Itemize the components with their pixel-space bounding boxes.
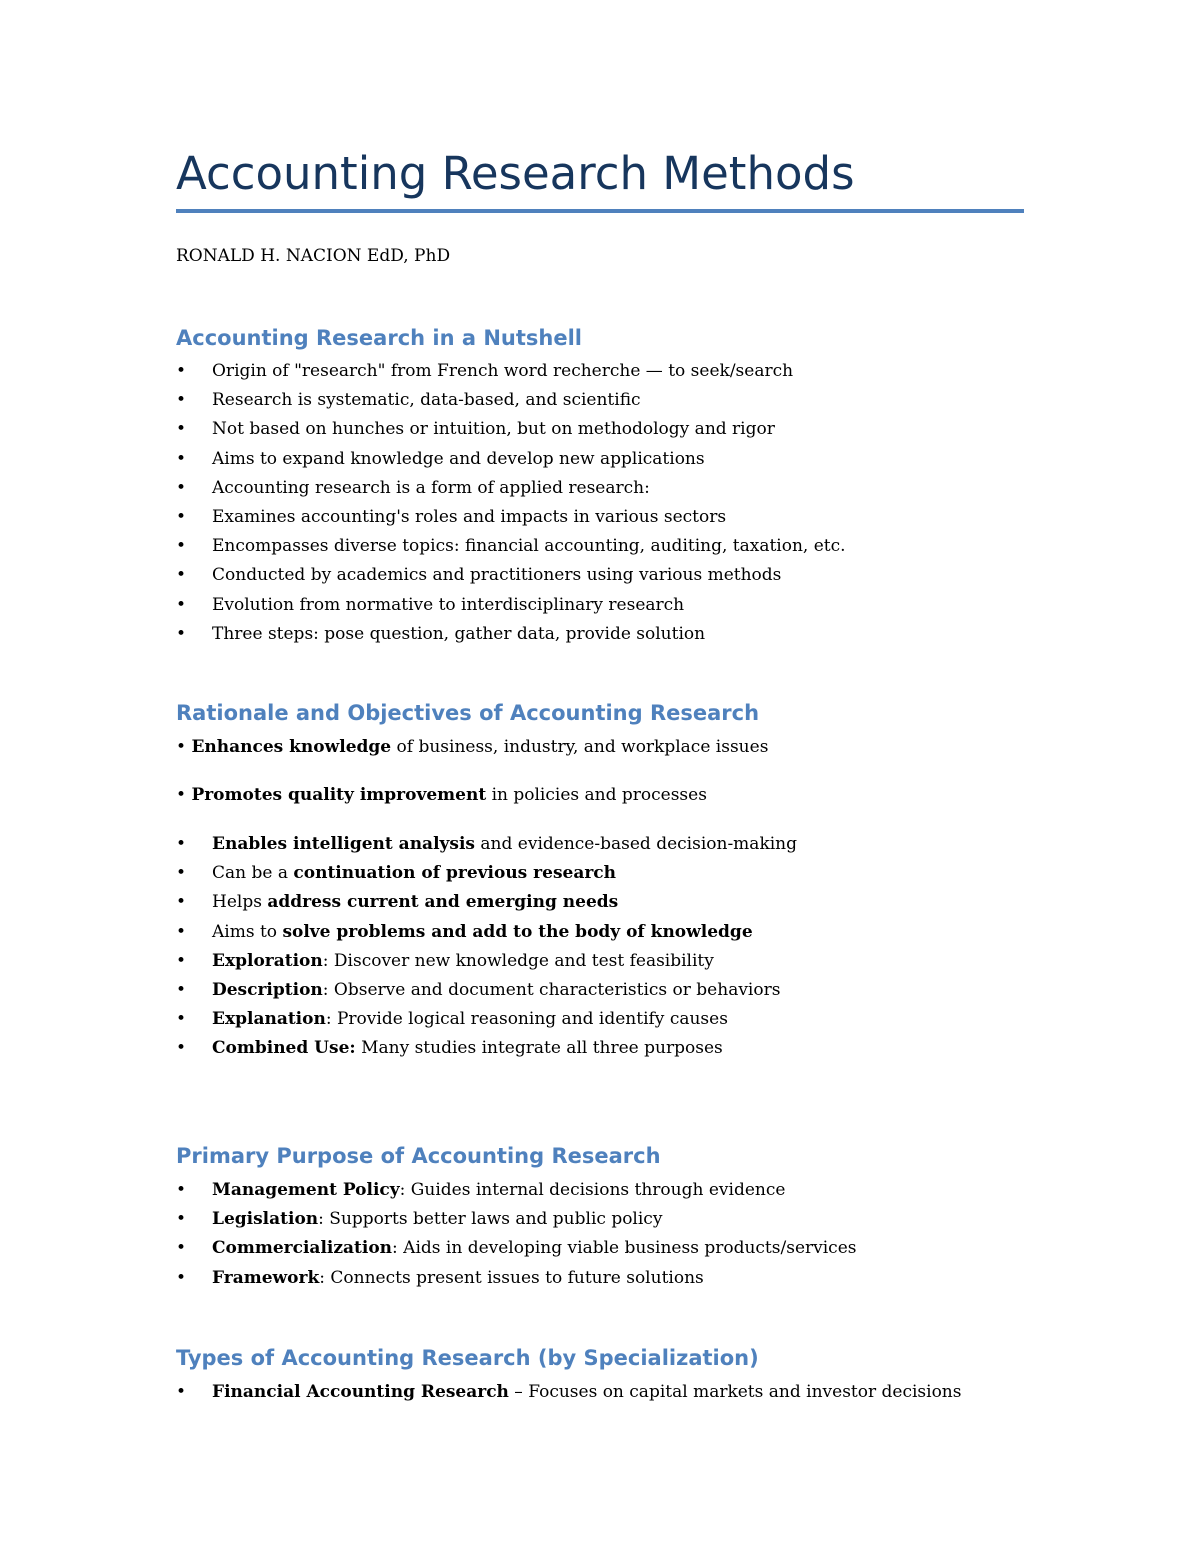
bullet-glyph: •	[176, 448, 187, 469]
list-purpose	[176, 1176, 856, 1293]
bullet-glyph: •	[176, 863, 187, 884]
bullet-glyph: •	[176, 1009, 187, 1030]
heading-purpose: Primary Purpose of Accounting Research	[176, 1144, 661, 1168]
list-item: • Description: Observe and document characteristics or behaviors	[176, 976, 797, 1005]
list-item: • Can be a continuation of previous research	[176, 859, 797, 888]
bullet-glyph: •	[176, 1238, 187, 1259]
list-nutshell	[176, 357, 846, 649]
bullet-glyph: •	[176, 623, 187, 644]
heading-types: Types of Accounting Research (by Specialization)	[176, 1346, 759, 1370]
bullet-glyph: •	[176, 1267, 187, 1288]
bullet-glyph: •	[176, 892, 187, 913]
list-item: • Combined Use: Many studies integrate all three purposes	[176, 1034, 797, 1063]
bullet-glyph: •	[176, 921, 187, 942]
bullet-glyph: •	[176, 477, 187, 498]
bullet-glyph: •	[176, 950, 187, 971]
list-item: • Management Policy: Guides internal decisions through evidence	[176, 1176, 856, 1205]
bullet-glyph: •	[176, 390, 187, 411]
list-item: • Aims to solve problems and add to the body of knowledge	[176, 918, 797, 947]
list-item: • Accounting research is a form of applied research:	[176, 474, 846, 503]
bullet-glyph: •	[176, 1180, 187, 1200]
list-item: • Research is systematic, data-based, and scientific	[176, 386, 846, 415]
bullet-glyph: •	[176, 1038, 187, 1059]
author-line: RONALD H. NACION EdD, PhD	[176, 246, 451, 266]
document-title: Accounting Research Methods	[176, 147, 855, 200]
rationale-paragraph: • Promotes quality improvement in policies and processes	[176, 785, 707, 805]
rationale-paragraph: • Enhances knowledge of business, industry, and workplace issues	[176, 737, 769, 757]
list-item: • Commercialization: Aids in developing viable business products/services	[176, 1234, 856, 1263]
list-item: • Enables intelligent analysis and evidence-based decision-making	[176, 830, 797, 859]
list-item: • Conducted by academics and practitioners using various methods	[176, 561, 846, 590]
bullet-glyph: •	[176, 979, 187, 1000]
heading-nutshell: Accounting Research in a Nutshell	[176, 326, 582, 350]
list-types	[176, 1378, 961, 1407]
list-item: • Examines accounting's roles and impacts in various sectors	[176, 503, 846, 532]
bullet-glyph: •	[176, 419, 187, 440]
bullet-glyph: •	[176, 1382, 187, 1402]
bullet-glyph: •	[176, 361, 187, 381]
list-item: • Origin of "research" from French word recherche — to seek/search	[176, 357, 846, 386]
list-item: • Three steps: pose question, gather data, provide solution	[176, 620, 846, 649]
list-item: • Encompasses diverse topics: financial accounting, auditing, taxation, etc.	[176, 532, 846, 561]
bullet-glyph: •	[176, 594, 187, 615]
bullet-glyph: •	[176, 834, 187, 854]
bullet-glyph: •	[176, 536, 187, 557]
list-item: • Framework: Connects present issues to future solutions	[176, 1264, 856, 1293]
list-item: • Legislation: Supports better laws and public policy	[176, 1205, 856, 1234]
list-item: • Helps address current and emerging needs	[176, 888, 797, 917]
bullet-glyph: •	[176, 565, 187, 586]
list-item: • Not based on hunches or intuition, but on methodology and rigor	[176, 415, 846, 444]
list-rationale	[176, 830, 797, 1064]
bullet-glyph: •	[176, 506, 187, 527]
bullet-glyph: •	[176, 1209, 187, 1230]
list-item: • Exploration: Discover new knowledge and test feasibility	[176, 947, 797, 976]
list-item: • Aims to expand knowledge and develop new applications	[176, 445, 846, 474]
list-item: • Financial Accounting Research – Focuses on capital markets and investor decisions	[176, 1378, 961, 1407]
heading-rationale: Rationale and Objectives of Accounting Research	[176, 701, 760, 725]
list-item: • Evolution from normative to interdisciplinary research	[176, 591, 846, 620]
list-item: • Explanation: Provide logical reasoning and identify causes	[176, 1005, 797, 1034]
title-underline	[176, 209, 1024, 213]
